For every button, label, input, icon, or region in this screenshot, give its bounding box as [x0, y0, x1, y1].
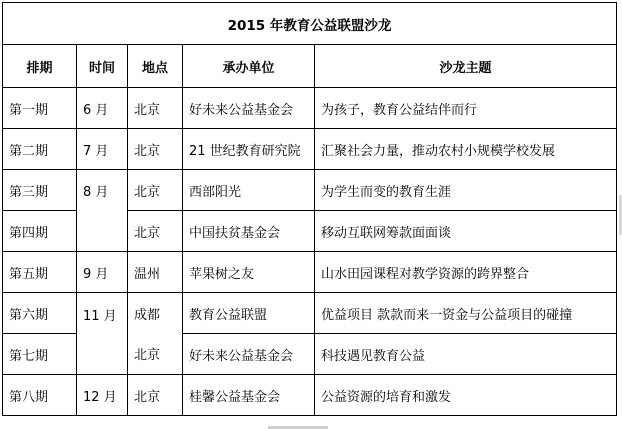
topic-cell: 公益资源的培育和激发	[315, 375, 617, 416]
column-header-organizer: 承办单位	[183, 45, 315, 88]
topic-cell: 汇聚社会力量，推动农村小规模学校发展	[315, 129, 617, 170]
period-cell: 第三期	[3, 170, 77, 211]
place-cell: 北京	[128, 334, 183, 375]
table-row	[3, 252, 617, 293]
period-cell: 第一期	[3, 88, 77, 129]
organizer-cell: 苹果树之友	[183, 252, 315, 293]
column-header-period: 排期	[3, 45, 77, 88]
topic-cell: 山水田园课程对教学资源的跨界整合	[315, 252, 617, 293]
place-cell: 温州	[128, 252, 183, 293]
table-header-row	[3, 45, 617, 88]
topic-cell: 为孩子，教育公益结伴而行	[315, 88, 617, 129]
time-cell: 6 月	[77, 88, 128, 129]
time-cell: 9 月	[77, 252, 128, 293]
column-header-place: 地点	[128, 45, 183, 88]
period-cell: 第七期	[3, 334, 77, 375]
topic-cell: 为学生而变的教育生涯	[315, 170, 617, 211]
organizer-cell: 教育公益联盟	[183, 293, 315, 334]
organizer-cell: 21 世纪教育研究院	[183, 129, 315, 170]
time-cell: 8 月	[77, 170, 128, 252]
table-row	[3, 88, 617, 129]
table-title: 2015 年教育公益联盟沙龙	[3, 3, 617, 45]
period-cell: 第八期	[3, 375, 77, 416]
salon-schedule-table	[2, 2, 617, 416]
place-cell: 北京	[128, 129, 183, 170]
column-header-topic: 沙龙主题	[315, 45, 617, 88]
time-cell: 7 月	[77, 129, 128, 170]
topic-cell: 科技遇见教育公益	[315, 334, 617, 375]
place-cell: 成都	[128, 293, 183, 334]
period-cell: 第六期	[3, 293, 77, 334]
organizer-cell: 好未来公益基金会	[183, 334, 315, 375]
table-title-row	[3, 3, 617, 45]
table-row	[3, 293, 617, 334]
organizer-cell: 好未来公益基金会	[183, 88, 315, 129]
period-cell: 第二期	[3, 129, 77, 170]
organizer-cell: 中国扶贫基金会	[183, 211, 315, 252]
topic-cell: 优益项目 款款而来一资金与公益项目的碰撞	[315, 293, 617, 334]
topic-cell: 移动互联网筹款面面谈	[315, 211, 617, 252]
table-row	[3, 375, 617, 416]
table-row	[3, 170, 617, 211]
place-cell: 北京	[128, 211, 183, 252]
column-header-time: 时间	[77, 45, 128, 88]
time-cell: 11 月	[77, 293, 128, 375]
organizer-cell: 西部阳光	[183, 170, 315, 211]
place-cell: 北京	[128, 88, 183, 129]
period-cell: 第五期	[3, 252, 77, 293]
period-cell: 第四期	[3, 211, 77, 252]
table-row	[3, 129, 617, 170]
organizer-cell: 桂馨公益基金会	[183, 375, 315, 416]
place-cell: 北京	[128, 375, 183, 416]
time-cell: 12 月	[77, 375, 128, 416]
place-cell: 北京	[128, 170, 183, 211]
